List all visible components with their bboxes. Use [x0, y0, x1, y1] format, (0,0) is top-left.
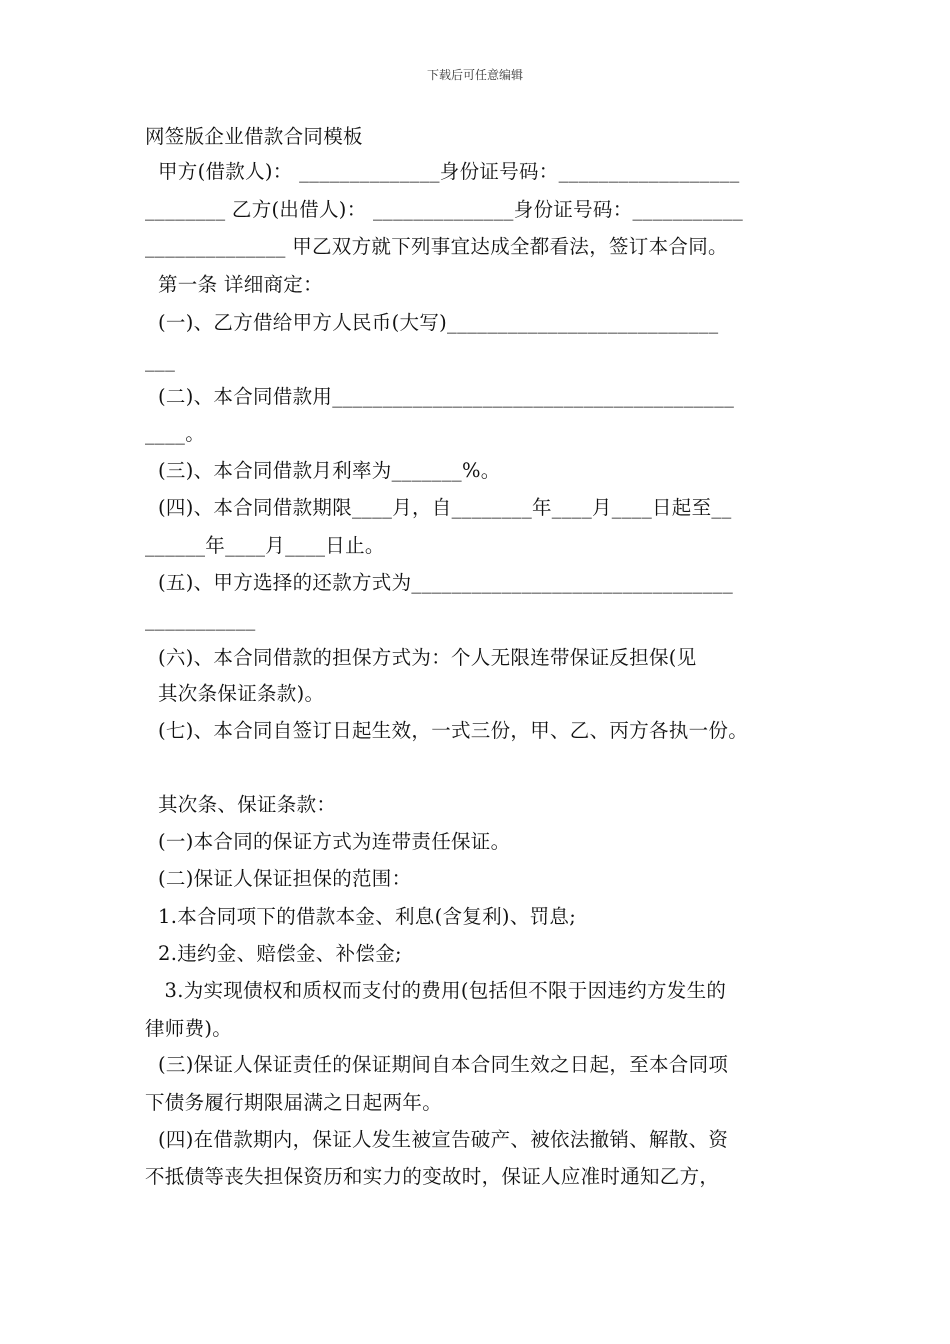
text-line: ____。 — [145, 422, 205, 445]
text-line: (一)本合同的保证方式为连带责任保证。 — [145, 830, 511, 853]
text-line: ___ — [145, 349, 176, 372]
text-line: 不抵债等丧失担保资历和实力的变故时，保证人应准时通知乙方， — [145, 1165, 720, 1188]
text-line: (三)保证人保证责任的保证期间自本合同生效之日起，至本合同项 — [145, 1053, 729, 1076]
text-line: 1.本合同项下的借款本金、利息(含复利)、罚息; — [145, 905, 577, 928]
text-line: 律师费)。 — [145, 1017, 233, 1040]
page-header: 下载后可任意编辑 — [426, 68, 523, 82]
text-line: (二)保证人保证担保的范围： — [145, 867, 412, 890]
text-line: (二)、本合同借款用________________________________________ — [145, 385, 735, 408]
document-title: 网签版企业借款合同模板 — [145, 125, 363, 148]
text-line: (五)、甲方选择的还款方式为________________________________ — [145, 571, 734, 594]
text-line: ___________ — [145, 608, 256, 631]
text-line: (六)、本合同借款的担保方式为：个人无限连带保证反担保(见 — [145, 646, 697, 669]
text-line: (七)、本合同自签订日起生效，一式三份，甲、乙、丙方各执一份。 — [145, 719, 749, 742]
text-line: 3.为实现债权和质权而支付的费用(包括但不限于因违约方发生的 — [145, 979, 727, 1002]
text-line: 其次条、保证条款： — [145, 793, 337, 816]
text-line: (四)在借款期内，保证人发生被宣告破产、被依法撤销、解散、资 — [145, 1128, 729, 1151]
text-line: (一)、乙方借给甲方人民币(大写)___________________________ — [145, 311, 719, 334]
text-line: 其次条保证条款)。 — [145, 682, 325, 705]
text-line: ______________ 甲乙双方就下列事宜达成全都看法，签订本合同。 — [145, 235, 728, 258]
text-line: ______年____月____日止。 — [145, 534, 385, 557]
text-line: (三)、本合同借款月利率为_______%。 — [145, 459, 501, 482]
text-line: 2.违约金、赔偿金、补偿金; — [145, 942, 402, 965]
text-line: 第一条 详细商定： — [145, 273, 323, 296]
text-line: 下债务履行期限届满之日起两年。 — [145, 1091, 443, 1114]
text-line: 甲方(借款人)： ______________身份证号码：__________________ — [145, 160, 740, 183]
text-line: (四)、本合同借款期限____月，自________年____月____日起至__ — [145, 496, 732, 519]
text-line: ________ 乙方(出借人)： ______________身份证号码：___________ — [145, 198, 744, 221]
